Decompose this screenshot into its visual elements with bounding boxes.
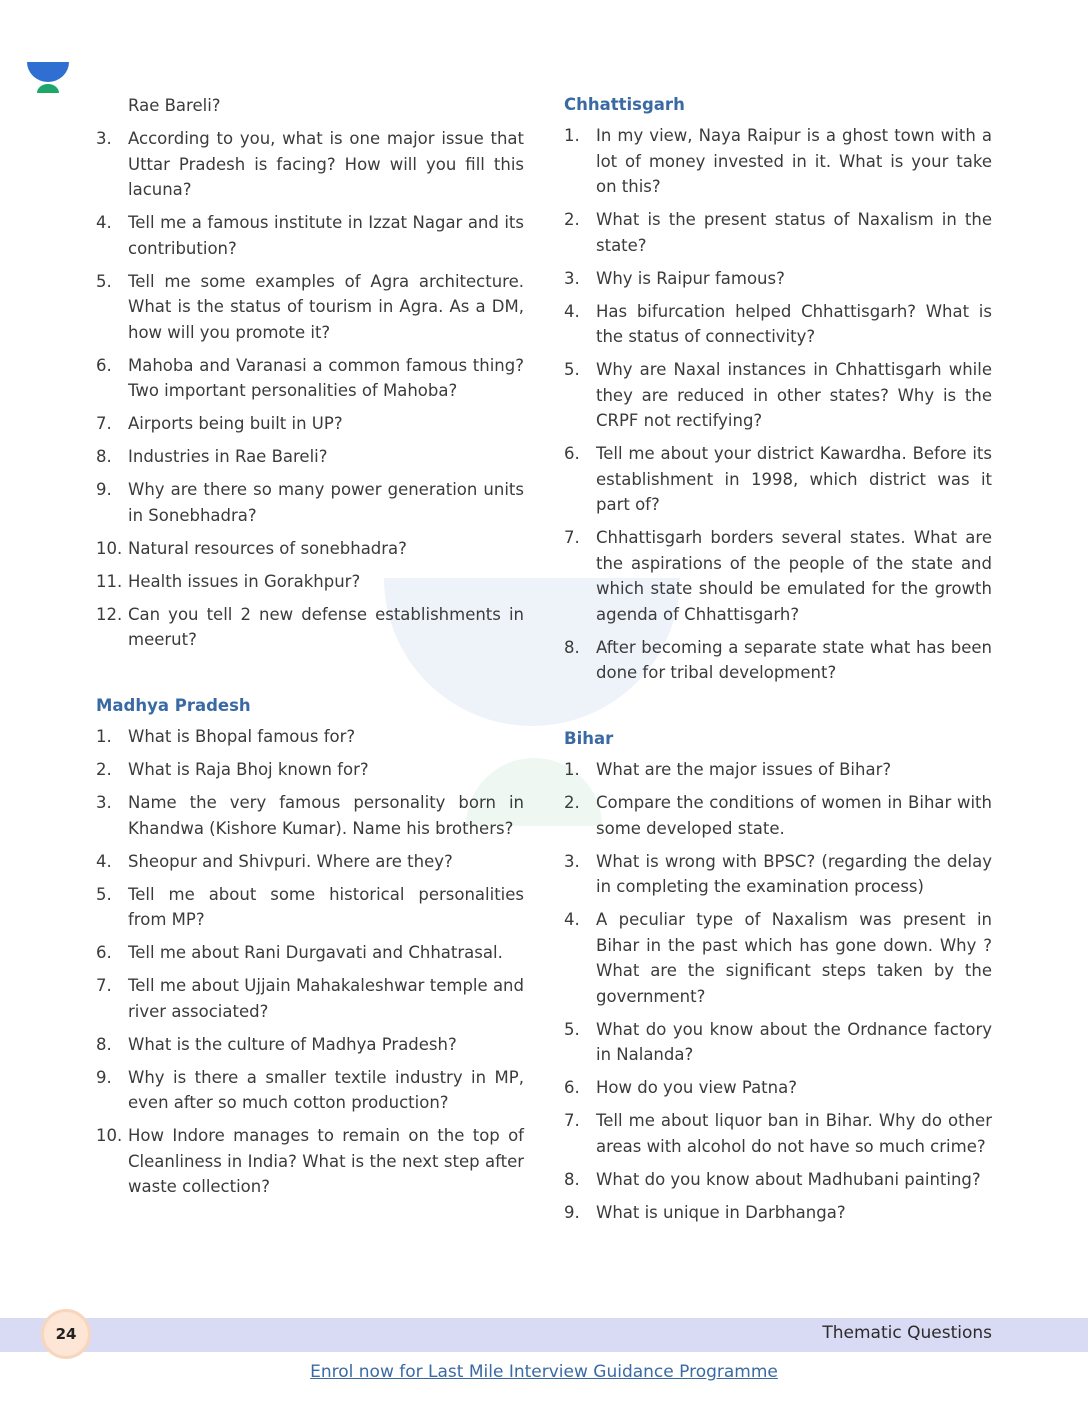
question-item: [96, 882, 524, 933]
question-number: 1.: [564, 760, 580, 779]
bihar-questions-list: [564, 757, 992, 1225]
question-item: [96, 477, 524, 528]
page-number: 24: [41, 1309, 91, 1359]
question-text: Health issues in Gorakhpur?: [128, 571, 361, 591]
question-number: 4.: [96, 213, 112, 232]
question-number: 4.: [564, 301, 580, 321]
question-text: How do you view Patna?: [596, 1078, 797, 1097]
question-item: [96, 93, 524, 119]
question-text: What do you know about the Ordnance factory in Nalanda?: [596, 1019, 992, 1064]
chhattisgarh-questions-list: [564, 123, 992, 686]
question-number: 8.: [96, 447, 112, 466]
question-item: [564, 266, 992, 292]
question-text: Chhattisgarh borders several states. What are the aspirations of the people of the state and which state should be emulated for the growth agenda of Chhattisgarh?: [596, 528, 992, 624]
question-item: [96, 849, 524, 875]
question-item: [564, 525, 992, 627]
question-text: What is the culture of Madhya Pradesh?: [128, 1034, 457, 1054]
question-text: Tell me about some historical personalities from MP?: [128, 884, 524, 929]
question-number: 5.: [564, 360, 580, 379]
question-text: Tell me a famous institute in Izzat Nagar and its contribution?: [128, 213, 524, 258]
question-number: 1.: [96, 727, 112, 746]
question-number: 10.: [96, 1126, 123, 1145]
question-text: Tell me about Ujjain Mahakaleshwar temple and river associated?: [128, 976, 524, 1021]
question-item: [564, 207, 992, 258]
question-number: 10.: [96, 538, 123, 558]
question-number: 7.: [564, 528, 580, 547]
question-number: 3.: [564, 268, 580, 288]
enrol-link[interactable]: Enrol now for Last Mile Interview Guidance Programme: [310, 1362, 778, 1382]
bihar-heading: Bihar: [564, 729, 614, 748]
question-item: [564, 757, 992, 783]
question-number: 7.: [96, 976, 112, 995]
question-text: Industries in Rae Bareli?: [128, 447, 328, 466]
question-text: Tell me some examples of Agra architecture. What is the status of tourism in Agra. As a DM, how will you promote it?: [128, 271, 524, 342]
question-item: [96, 1065, 524, 1116]
chhattisgarh-heading: Chhattisgarh: [564, 95, 685, 114]
question-item: [96, 940, 524, 966]
question-text: Why is there a smaller textile industry in MP, even after so much cotton production?: [128, 1067, 524, 1112]
question-item: [96, 790, 524, 841]
question-number: 12.: [96, 604, 123, 624]
question-number: 3.: [96, 129, 112, 148]
question-item: [96, 269, 524, 346]
question-number: 2.: [96, 760, 112, 779]
question-text: What is Bhopal famous for?: [128, 727, 356, 746]
question-item: [564, 849, 992, 900]
question-item: [564, 907, 992, 1009]
question-item: [564, 299, 992, 350]
unacademy-logo-icon: [26, 60, 70, 96]
question-text: How Indore manages to remain on the top of Cleanliness in India? What is the next step after waste collection?: [128, 1126, 524, 1196]
question-text: In my view, Naya Raipur is a ghost town with a lot of money invested in it. What is your take on this?: [596, 126, 992, 196]
question-item: [96, 569, 524, 595]
question-text: Rae Bareli?: [128, 96, 221, 115]
question-item: [564, 1075, 992, 1101]
question-item: [96, 536, 524, 562]
right-column: [564, 93, 992, 1233]
question-item: [564, 1200, 992, 1226]
question-number: 6.: [96, 355, 112, 375]
question-number: 8.: [564, 637, 580, 657]
question-item: [564, 1017, 992, 1068]
question-number: 8.: [564, 1169, 580, 1189]
question-text: Natural resources of sonebhadra?: [128, 538, 407, 558]
question-item: [96, 757, 524, 783]
question-number: 1.: [564, 126, 580, 145]
question-item: [96, 126, 524, 203]
question-text: According to you, what is one major issue that Uttar Pradesh is facing? How will you fill this lacuna?: [128, 129, 524, 199]
question-text: Airports being built in UP?: [128, 414, 343, 433]
question-item: [564, 123, 992, 200]
uttar-pradesh-questions-list: [96, 93, 524, 653]
question-text: What is the present status of Naxalism in the state?: [596, 210, 992, 255]
question-number: 11.: [96, 571, 123, 591]
question-number: 4.: [564, 910, 580, 929]
question-number: 9.: [96, 480, 112, 499]
question-item: [96, 210, 524, 261]
question-text: Why are there so many power generation units in Sonebhadra?: [128, 480, 524, 525]
question-text: What is wrong with BPSC? (regarding the delay in completing the examination process): [596, 851, 992, 896]
question-number: 5.: [564, 1019, 580, 1039]
question-item: [564, 790, 992, 841]
question-number: 6.: [564, 444, 580, 463]
madhya-pradesh-heading: Madhya Pradesh: [96, 696, 251, 715]
madhya-pradesh-questions-list: [96, 724, 524, 1200]
question-number: 9.: [564, 1202, 580, 1222]
question-item: [564, 1108, 992, 1159]
question-number: 5.: [96, 271, 112, 291]
question-number: 6.: [564, 1078, 580, 1097]
question-item: [564, 635, 992, 686]
question-number: 4.: [96, 851, 112, 871]
left-column: [96, 93, 524, 1207]
question-number: 2.: [564, 793, 580, 812]
question-number: 6.: [96, 943, 112, 962]
question-text: What is Raja Bhoj known for?: [128, 760, 369, 779]
question-item: [96, 411, 524, 437]
question-number: 7.: [96, 414, 112, 433]
question-number: 3.: [96, 793, 112, 812]
question-text: Tell me about liquor ban in Bihar. Why do other areas with alcohol do not have so much crime?: [596, 1111, 992, 1156]
question-text: Name the very famous personality born in Khandwa (Kishore Kumar). Name his brothers?: [128, 793, 524, 838]
question-item: [96, 1123, 524, 1200]
question-number: 5.: [96, 884, 112, 904]
question-item: [96, 724, 524, 750]
question-text: A peculiar type of Naxalism was present in Bihar in the past which has gone down. Why ? What are the significant steps taken by the government?: [596, 910, 992, 1006]
question-item: [564, 1167, 992, 1193]
question-text: Tell me about your district Kawardha. Before its establishment in 1998, which district was it part of?: [596, 444, 992, 514]
question-text: What is unique in Darbhanga?: [596, 1202, 846, 1222]
section-title: Thematic Questions: [822, 1323, 992, 1343]
question-text: After becoming a separate state what has been done for tribal development?: [596, 637, 992, 682]
question-text: Has bifurcation helped Chhattisgarh? What is the status of connectivity?: [596, 301, 992, 346]
question-item: [96, 444, 524, 470]
question-number: 3.: [564, 851, 580, 871]
question-text: What do you know about Madhubani painting?: [596, 1169, 981, 1189]
question-number: 7.: [564, 1111, 580, 1130]
question-text: Sheopur and Shivpuri. Where are they?: [128, 851, 453, 871]
question-item: [564, 357, 992, 434]
question-number: 2.: [564, 210, 580, 229]
question-text: What are the major issues of Bihar?: [596, 760, 892, 779]
question-number: 9.: [96, 1067, 112, 1087]
question-text: Compare the conditions of women in Bihar with some developed state.: [596, 793, 992, 838]
question-text: Can you tell 2 new defense establishments in meerut?: [128, 604, 524, 649]
question-text: Mahoba and Varanasi a common famous thing? Two important personalities of Mahoba?: [128, 355, 524, 400]
question-item: [96, 353, 524, 404]
question-text: Tell me about Rani Durgavati and Chhatrasal.: [128, 943, 503, 962]
question-text: Why are Naxal instances in Chhattisgarh while they are reduced in other states? Why is the CRPF not rectifying?: [596, 360, 992, 430]
question-item: [564, 441, 992, 518]
question-text: Why is Raipur famous?: [596, 268, 785, 288]
question-item: [96, 602, 524, 653]
question-number: [96, 93, 128, 119]
question-item: [96, 973, 524, 1024]
question-number: 8.: [96, 1034, 112, 1054]
question-item: [96, 1032, 524, 1058]
